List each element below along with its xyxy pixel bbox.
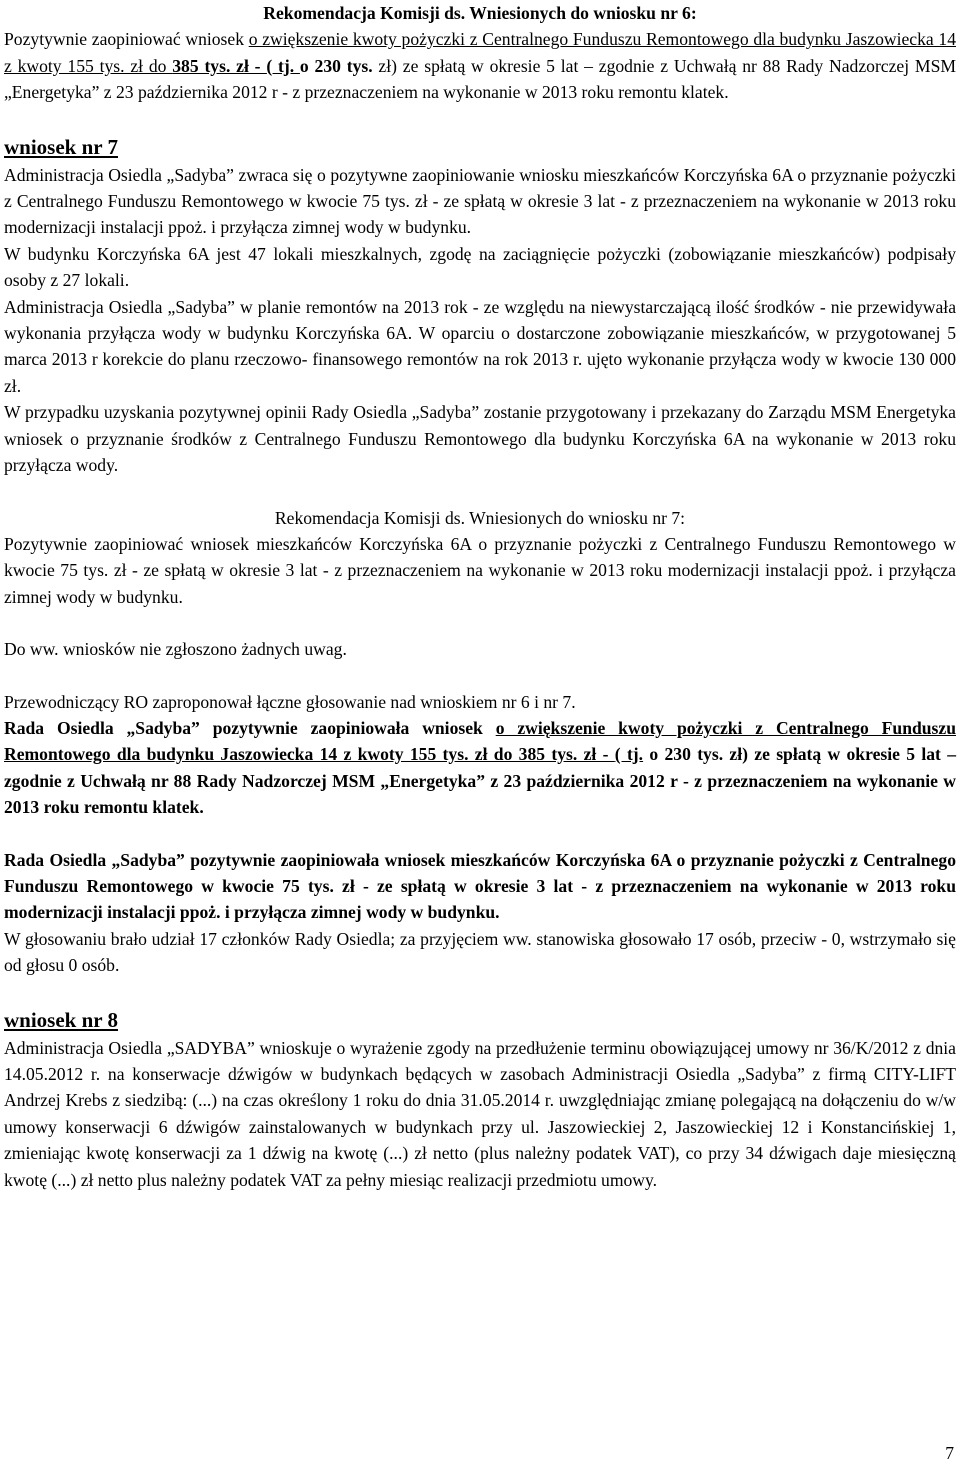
rec6-part-e: o 230 tys. — [299, 55, 373, 76]
res6-part-b: o zwiększenie kwoty pożyczki z Centralnego Funduszu Remontowego dla budynku Jaszowiecka 14 z kwoty 155 tys. zł do 385 tys. zł - — [4, 717, 956, 765]
rec6-part-a: Pozytywnie zaopiniować wniosek — [4, 29, 249, 50]
res6-part-c: ( tj. — [614, 744, 644, 765]
document-page — [4, 0, 956, 1193]
recommendation-6-text — [4, 26, 956, 105]
rec6-part-c: 385 tys. zł - — [172, 55, 267, 76]
page-number: 7 — [945, 1443, 954, 1463]
rec6-part-f: zł) ze spłatą w okresie 5 lat – zgodnie z Uchwałą nr 88 Rady Nadzorczej MSM „Energetyka” z 23 października 2012 r - z przeznaczeniem na wykonanie w 2013 roku remontu klatek. — [4, 55, 956, 103]
resolution-6 — [4, 715, 956, 821]
motion-7-paragraph-1: Administracja Osiedla „Sadyba” zwraca się o pozytywne zaopiniowanie wniosku mieszkańców Korczyńska 6A o przyznanie pożyczki z Centralnego Funduszu Remontowego w kwocie 75 tys. zł - ze spłatą w okresie 3 lat - z przeznaczeniem na wykonanie w 2013 roku modernizacji instalacji ppoż. i przyłącza zimnej wody w budynku. — [4, 164, 956, 238]
no-remarks-note: Do ww. wniosków nie zgłoszono żadnych uwag. — [4, 639, 347, 660]
recommendation-6-heading: Rekomendacja Komisji ds. Wniesionych do wniosku nr 6: — [263, 3, 697, 23]
motion-8-paragraph-1: Administracja Osiedla „SADYBA” wnioskuje o wyrażenie zgody na przedłużenie terminu obowiązującej umowy nr 36/K/2012 z dnia 14.05.2012 r. na konserwacje dźwigów w budynkach będących w zasobach Administracji Osiedla „Sadyba” z firmą CITY-LIFT Andrzej Krebs z siedzibą: (...) na czas określony 1 roku do dnia 31.05.2014 r. uwzględniając zmianę polegającą na dołączeniu do w/w umowy konserwacji 6 dźwigów zainstalowanych w budynkach przy ul. Jaszowieckiej 2, Jaszowieckiej 12 i Konstancińskiej 1, zmieniając kwotę konserwacji za 1 dźwig na kwotę (...) zł netto (plus należny podatek VAT), co przy 34 dźwigach daje miesięczną kwotę (...) zł netto plus należny podatek VAT za pełny miesiąc realizacji przedmiotu umowy. — [4, 1037, 956, 1190]
motion-7-paragraph-2: W budynku Korczyńska 6A jest 47 lokali mieszkalnych, zgodę na zaciągnięcie pożyczki (zobowiązanie mieszkańców) podpisały osoby z 27 lokali. — [4, 243, 956, 291]
recommendation-7-text: Pozytywnie zaopiniować wniosek mieszkańców Korczyńska 6A o przyznanie pożyczki z Centralnego Funduszu Remontowego w kwocie 75 tys. zł - ze spłatą w okresie 3 lat - z przeznaczeniem na wykonanie w 2013 roku modernizacji instalacji ppoż. i przyłącza zimnej wody w budynku. — [4, 533, 956, 607]
vote-result: W głosowaniu brało udział 17 członków Rady Osiedla; za przyjęciem ww. stanowiska głosowało 17 osób, przeciw - 0, wstrzymało się od głosu 0 osób. — [4, 928, 956, 976]
rec6-part-d: ( tj. — [266, 55, 300, 76]
res6-part-d: o 230 tys. zł) ze spłatą w okresie 5 lat – zgodnie z Uchwałą nr 88 Rady Nadzorczej MSM „Energetyka” z 23 października 2012 r - z przeznaczeniem na wykonanie w 2013 roku remontu klatek. — [4, 744, 957, 818]
motion-7-paragraph-3: Administracja Osiedla „Sadyba” w planie remontów na 2013 rok - ze względu na niewystarczającą ilość środków - nie przewidywała wykonania przyłącza wody w budynku Korczyńska 6A. W oparciu o dostarczone zobowiązanie mieszkańców, w przygotowanej 5 marca 2013 r korekcie do planu rzeczowo- finansowego remontów na rok 2013 r. ujęto wykonanie przyłącza wody w kwocie 130 000 zł. — [4, 296, 956, 396]
motion-8-heading: wniosek nr 8 — [4, 1007, 118, 1032]
resolution-7: Rada Osiedla „Sadyba” pozytywnie zaopiniowała wniosek mieszkańców Korczyńska 6A o przyznanie pożyczki z Centralnego Funduszu Remontowego w kwocie 75 tys. zł - ze spłatą w okresie 3 lat - z przeznaczeniem na wykonanie w 2013 roku modernizacji instalacji ppoż. i przyłącza zimnej wody w budynku. — [4, 849, 956, 923]
motion-7-paragraph-4: W przypadku uzyskania pozytywnej opinii Rady Osiedla „Sadyba” zostanie przygotowany i przekazany do Zarządu MSM Energetyka wniosek o przyznanie środków z Centralnego Funduszu Remontowego dla budynku Korczyńska 6A na wykonanie w 2013 roku przyłącza wody. — [4, 402, 956, 476]
rec6-part-b: o zwiększenie kwoty pożyczki z Centralnego Funduszu Remontowego dla budynku Jaszowiecka 14 z kwoty 155 tys. zł do — [4, 29, 956, 76]
res6-part-a: Rada Osiedla „Sadyba” pozytywnie zaopiniowała wniosek — [4, 717, 496, 738]
chair-proposal: Przewodniczący RO zaproponował łączne głosowanie nad wnioskiem nr 6 i nr 7. — [4, 691, 576, 712]
motion-7-heading: wniosek nr 7 — [4, 134, 118, 159]
recommendation-7-heading: Rekomendacja Komisji ds. Wniesionych do wniosku nr 7: — [274, 507, 686, 528]
